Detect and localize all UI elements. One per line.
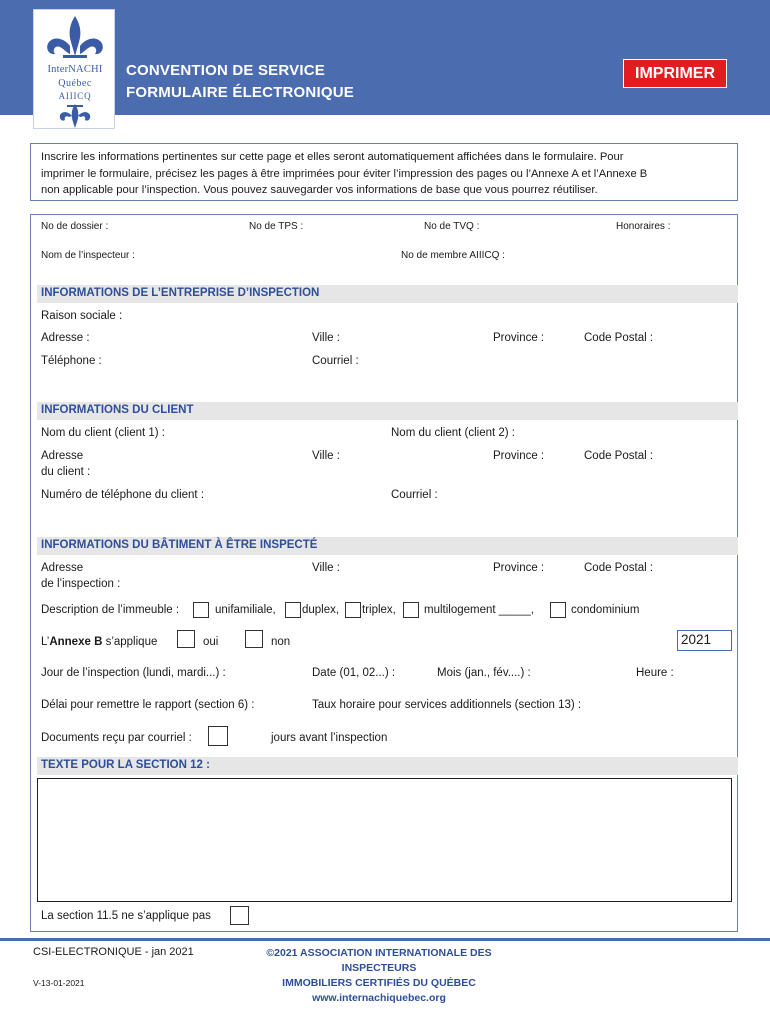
documents-received-label: Documents reçu par courriel : (41, 732, 192, 744)
section-band-section12 (37, 757, 738, 775)
section-band-company (37, 285, 738, 303)
year-input[interactable]: 2021 (677, 630, 732, 651)
multi-unit-checkbox[interactable] (403, 602, 419, 618)
logo-text-quebec: Québec (58, 78, 92, 89)
client-address-label[interactable]: Adresse (41, 450, 84, 462)
section-heading-building: INFORMATIONS DU BÂTIMENT À ÊTRE INSPECTÉ (41, 539, 318, 551)
file-number-label[interactable]: No de dossier : (41, 221, 109, 232)
logo-text-aiiicq: AIIICQ (58, 91, 92, 101)
section-11-5-label: La section 11.5 ne s’applique pas (41, 910, 211, 922)
inspection-date-label[interactable]: Date (01, 02...) : (312, 667, 396, 679)
client-city-label[interactable]: Ville : (312, 450, 340, 462)
logo (33, 9, 115, 129)
report-delay-label[interactable]: Délai pour remettre le rapport (section 6) : (41, 699, 255, 711)
instructions-line: non applicable pour l’inspection. Vous pouvez sauvegarder vos informations de base que vous pourrez réutiliser. (41, 184, 598, 196)
client-phone-label[interactable]: Numéro de téléphone du client : (41, 489, 205, 501)
footer-version: V-13-01-2021 (33, 978, 85, 988)
condominium-label: condominium (571, 604, 640, 616)
company-address-label[interactable]: Adresse : (41, 332, 90, 344)
logo-text-internachi: InterNACHI (47, 64, 103, 75)
company-postal-code-label[interactable]: Code Postal : (584, 332, 654, 344)
footer-copyright-line: ©2021 ASSOCIATION INTERNATIONALE DES INSPECTEURS (266, 947, 492, 974)
annex-b-no-checkbox[interactable] (245, 630, 263, 648)
instructions-box (30, 143, 738, 201)
annex-b-suffix: s’applique (102, 636, 158, 648)
company-province-label[interactable]: Province : (493, 332, 545, 344)
footer-divider (0, 938, 770, 941)
tvq-number-label[interactable]: No de TVQ : (424, 221, 480, 232)
building-province-label[interactable]: Province : (493, 562, 545, 574)
single-family-label: unifamiliale, (215, 604, 276, 616)
triplex-label: triplex, (362, 604, 396, 616)
annex-b-bold: Annexe B (49, 636, 103, 648)
single-family-checkbox[interactable] (193, 602, 209, 618)
section-11-5-checkbox[interactable] (230, 906, 249, 925)
documents-days-input[interactable] (208, 726, 228, 746)
annex-b-no-label: non (271, 636, 291, 648)
fees-label[interactable]: Honoraires : (616, 221, 671, 232)
footer-copyright-line: IMMOBILIERS CERTIFIÉS DU QUÉBEC (282, 977, 476, 989)
section-heading-section12: TEXTE POUR LA SECTION 12 : (41, 759, 210, 771)
client1-name-label[interactable]: Nom du client (client 1) : (41, 427, 165, 439)
section-heading-company: INFORMATIONS DE L’ENTREPRISE D’INSPECTION (41, 287, 320, 299)
duplex-label: duplex, (302, 604, 340, 616)
section-band-building (37, 537, 738, 555)
building-city-label[interactable]: Ville : (312, 562, 340, 574)
footer-website-link[interactable]: www.internachiquebec.org (312, 992, 446, 1004)
client-postal-code-label[interactable]: Code Postal : (584, 450, 654, 462)
header-bar (0, 0, 770, 115)
documents-days-suffix: jours avant l’inspection (271, 732, 388, 744)
building-address-label[interactable]: Adresse (41, 562, 84, 574)
annex-b-prefix: L’ (41, 636, 50, 648)
page-title: CONVENTION DE SERVICE (126, 62, 325, 79)
building-address-label-2: de l’inspection : (41, 578, 121, 590)
inspection-month-label[interactable]: Mois (jan., fév....) : (437, 667, 531, 679)
instructions-line: Inscrire les informations pertinentes sur cette page et elles seront automatiquement affichées dans le formulaire. Pour (41, 151, 624, 163)
print-button[interactable]: IMPRIMER (623, 59, 727, 88)
multi-unit-label: multilogement _____, (424, 604, 534, 616)
annex-b-yes-label: oui (203, 636, 219, 648)
triplex-checkbox[interactable] (345, 602, 361, 618)
footer-edition: CSI-ELECTRONIQUE - jan 2021 (33, 946, 194, 958)
annex-b-yes-checkbox[interactable] (177, 630, 195, 648)
inspection-day-label[interactable]: Jour de l’inspection (lundi, mardi...) : (41, 667, 226, 679)
tps-number-label[interactable]: No de TPS : (249, 221, 304, 232)
company-phone-label[interactable]: Téléphone : (41, 355, 102, 367)
building-postal-code-label[interactable]: Code Postal : (584, 562, 654, 574)
business-name-label[interactable]: Raison sociale : (41, 310, 123, 322)
inspection-hour-label[interactable]: Heure : (636, 667, 674, 679)
section12-textarea[interactable] (37, 778, 732, 902)
company-email-label[interactable]: Courriel : (312, 355, 359, 367)
building-description-label: Description de l’immeuble : (41, 604, 180, 616)
section-band-client (37, 402, 738, 420)
client-address-label-2: du client : (41, 466, 91, 478)
condominium-checkbox[interactable] (550, 602, 566, 618)
page-subtitle: FORMULAIRE ÉLECTRONIQUE (126, 84, 354, 101)
section-heading-client: INFORMATIONS DU CLIENT (41, 404, 194, 416)
company-city-label[interactable]: Ville : (312, 332, 340, 344)
hourly-rate-label[interactable]: Taux horaire pour services additionnels (section 13) : (312, 699, 582, 711)
client-province-label[interactable]: Province : (493, 450, 545, 462)
member-number-label[interactable]: No de membre AIIICQ : (401, 250, 505, 261)
inspector-name-label[interactable]: Nom de l’inspecteur : (41, 250, 135, 261)
footer-copyright (228, 946, 530, 1006)
duplex-checkbox[interactable] (285, 602, 301, 618)
client2-name-label[interactable]: Nom du client (client 2) : (391, 427, 515, 439)
instructions-line: imprimer le formulaire, précisez les pages à être imprimées pour éviter l’impression des pages ou l’Annexe A et l’Annexe B (41, 167, 648, 180)
client-email-label[interactable]: Courriel : (391, 489, 438, 501)
annex-b-label (41, 636, 157, 648)
